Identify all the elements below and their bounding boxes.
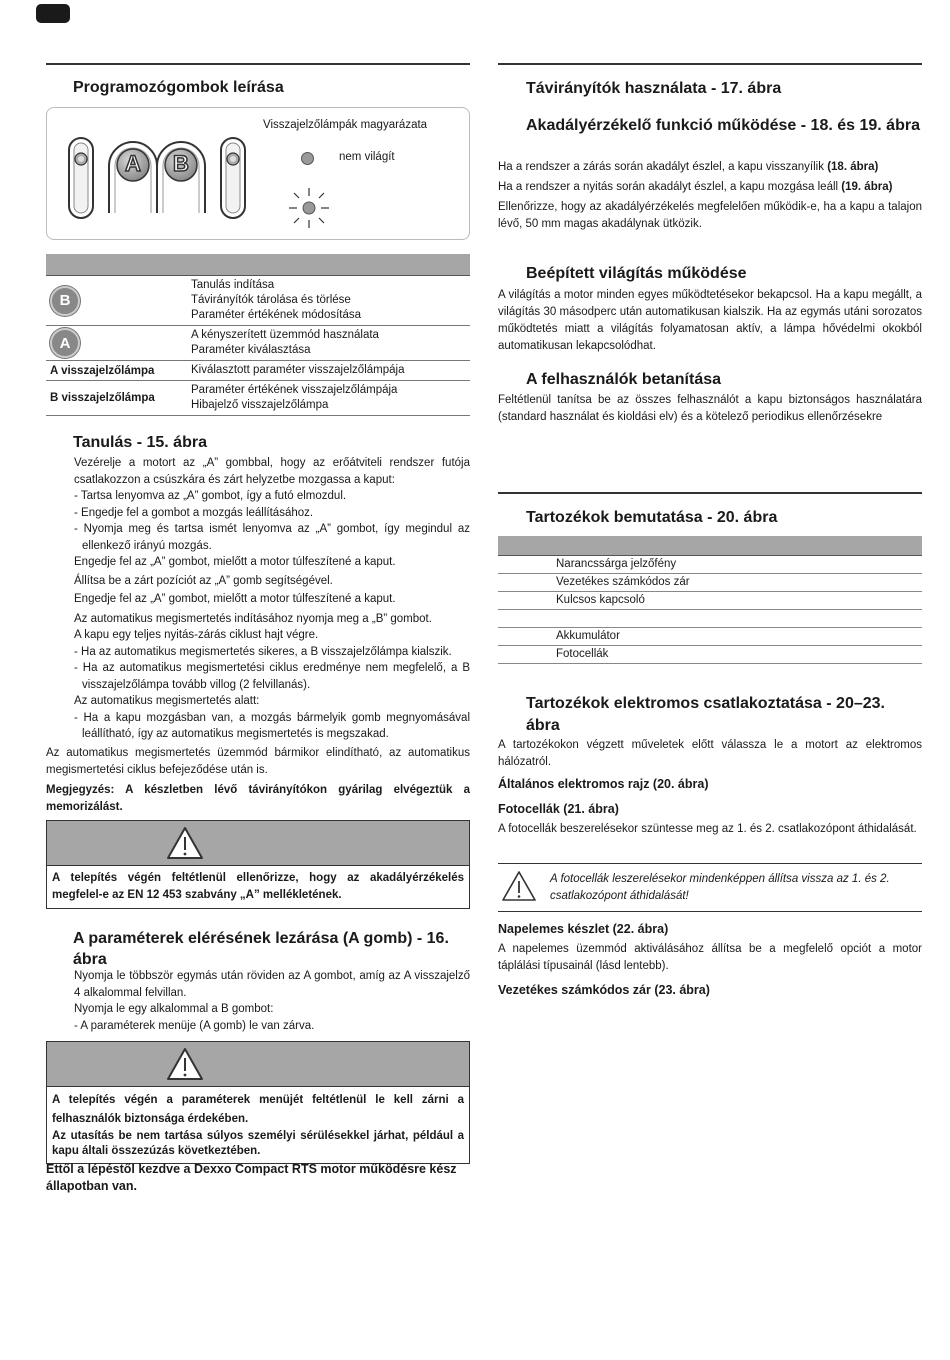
warning-box-obstacle-detection bbox=[46, 820, 470, 909]
accessory-row bbox=[498, 610, 922, 628]
led-blinking-icon bbox=[287, 186, 331, 230]
section-title-accessories: Tartozékok bemutatása - 20. ábra bbox=[526, 509, 778, 526]
section-title-lock-parameters: A paraméterek elérésének lezárása (A gomb) - 16. ábra bbox=[73, 930, 449, 968]
solar-kit-body: A napelemes üzemmód aktiválásához állítsa be a megfelelő opciót a motor táplálási típusainál (lásd lentebb). bbox=[498, 943, 922, 972]
programming-buttons-illustration bbox=[47, 108, 267, 239]
warning-box-lock-menu bbox=[46, 1041, 470, 1164]
photocells-title: Fotocellák (21. ábra) bbox=[498, 802, 619, 816]
learning-anytime-note: Az automatikus megismertetés üzemmód bármikor elindítható, az automatikus megismertetési ciklus befejeződése után is. bbox=[46, 747, 470, 776]
accessory-row: Fotocellák bbox=[498, 646, 922, 664]
table-row bbox=[46, 276, 470, 326]
button-b-label: B bbox=[173, 151, 189, 176]
lighting-body: A világítás a motor minden egyes működtetésekor bekapcsol. Ha a kapu megállt, a világítás 30 másodperc után automatikusan kialszik. Ha az egymás utáni sorozatos működtetés miatt a világítás folyamatosan aktív, a lámpa hővédelmi okokból automatikusan lekapcsolódhat. bbox=[498, 289, 922, 352]
user-training-body: Feltétlenül tanítsa be az összes felhasználót a kapu biztonságos használatára (standard használat és kioldási elv) és a kötelező periodikus ellenőrzésekre bbox=[498, 394, 922, 423]
warning-triangle-icon bbox=[166, 826, 204, 860]
warning-text-1: A telepítés végén feltétlenül ellenőrizze, hogy az akadályérzékelés megfelel-e az EN 12 453 szabvány „A” mellékletének. bbox=[47, 865, 469, 908]
learning-steps-list-3 bbox=[74, 710, 470, 743]
mid-rule-right bbox=[498, 492, 922, 494]
section-title-lighting: Beépített világítás működése bbox=[526, 265, 747, 282]
accessory-row: Kulcsos kapcsoló bbox=[498, 592, 922, 610]
legend-off-label: nem világít bbox=[339, 151, 395, 163]
section-title-learning: Tanulás - 15. ábra bbox=[73, 434, 207, 451]
general-wiring-title: Általános elektromos rajz (20. ábra) bbox=[498, 777, 709, 791]
list-item: - Tartsa lenyomva az „A” gombot, így a futó elmozdul. bbox=[74, 490, 347, 502]
list-item: - Ha a kapu mozgásban van, a mozgás bármelyik gomb megnyomásával leállítható, így az automatikus megismertetés is megszakad. bbox=[74, 711, 470, 740]
lock-steps-list bbox=[74, 1018, 470, 1035]
keypad-title: Vezetékes számkódos zár (23. ábra) bbox=[498, 983, 710, 997]
button-a-label: A bbox=[125, 151, 141, 176]
table-row-key: B visszajelzőlámpa bbox=[50, 392, 155, 404]
photocells-warning bbox=[498, 863, 922, 912]
table-row-value: Kiválasztott paraméter visszajelzőlámpája bbox=[191, 364, 405, 376]
list-item: - Ha az automatikus megismertetés sikeres, a B visszajelzőlámpa kialszik. bbox=[74, 645, 452, 658]
table-row bbox=[46, 361, 470, 381]
top-rule-right bbox=[498, 63, 922, 65]
solar-kit-title: Napelemes készlet (22. ábra) bbox=[498, 922, 669, 936]
learning-steps-list-1 bbox=[74, 488, 470, 554]
list-item: - Engedje fel a gombot a mozgás leállításához. bbox=[74, 506, 314, 519]
list-item: - A paraméterek menüje (A gomb) le van zárva. bbox=[74, 1019, 315, 1032]
page-tab-marker bbox=[36, 4, 70, 23]
table-row-value: Hibajelző visszajelzőlámpa bbox=[191, 399, 329, 411]
table-row-value: Távirányítók tárolása és törlése bbox=[191, 294, 351, 306]
table-row-value: A kényszerített üzemmód használata bbox=[191, 329, 379, 341]
electrical-body: A tartozékokon végzett műveletek előtt válassza le a motort az elektromos hálózatról. bbox=[498, 739, 922, 768]
learning-steps-list-2 bbox=[74, 644, 470, 694]
section-title-user-training: A felhasználók betanítása bbox=[526, 371, 722, 388]
table-row-key: A visszajelzőlámpa bbox=[50, 364, 155, 377]
table-row-value: Tanulás indítása bbox=[191, 279, 275, 291]
warning-text-2: A telepítés végén a paraméterek menüjét feltétlenül le kell zárni a felhasználók biztonsága érdekében. Az utasítás be nem tartása súlyos személyi sérülésekkel járhat, például a kapu általi összezúzás következtében. bbox=[47, 1086, 469, 1163]
accessory-row: Akkumulátor bbox=[498, 628, 922, 646]
button-b-icon: B bbox=[50, 286, 80, 316]
button-panel-figure bbox=[46, 107, 470, 240]
lock-parameters-body: Nyomja le többször egymás után röviden az A gombot, amíg az A visszajelző 4 alkalommal felvillan. Nyomja le egy alkalommal a B gombot: - A paraméterek menüje (A gomb) le van zárva. bbox=[74, 968, 470, 1034]
button-function-table bbox=[46, 254, 470, 416]
section-title-programming-buttons: Programozógombok leírása bbox=[73, 79, 284, 96]
section-title-electrical-connection: Tartozékok elektromos csatlakoztatása - 20–23. ábra bbox=[526, 695, 885, 734]
obstacle-body: Ha a rendszer a zárás során akadályt észlel, a kapu visszanyílik (18. ábra) Ha a rendszer a nyitás során akadályt észlel, a kapu mozgása leáll (19. ábra) Ellenőrizze, hogy az akadályérzékelés megfelelően működik-e, ha a kapu a talajon lévő, 50 mm magas akadálynak ütközik. bbox=[498, 161, 922, 230]
led-off-icon bbox=[301, 152, 314, 165]
list-item: - Ha az automatikus megismertetési ciklus eredménye nem megfelelő, a B visszajelzőlámpa tovább villog (2 felvillanás). bbox=[74, 662, 470, 691]
accessories-header-bar bbox=[498, 536, 922, 556]
accessory-row: Narancssárga jelzőfény bbox=[498, 556, 922, 574]
learning-body: Vezérelje a motort az „A” gombbal, hogy az erőátviteli rendszer futója csatlakozzon a csúszkára és zárt helyzetbe mozgassa a kaput: - Tartsa lenyomva az „A” gombot, így a futó elmozdul. - Engedje fel a gombot a mozgás leállításához. - Nyomja meg és tartsa ismét lenyomva az „A” gombot, így megindul az ellenkező irányú mozgás. Engedje fel az „A” gombot, mielőtt a motor túlfeszítené a kaput. Állítsa be a zárt pozíciót az „A” gomb segítségével. Engedje fel az „A” gombot, mielőtt a motor túlfeszítené a kaput. Az automatikus megismertetés indításához nyomja meg a „B” gombot. A kapu egy teljes nyitás-zárás ciklust hajt végre. - Ha az automatikus megismertetés sikeres, a B visszajelzőlámpa kialszik. - Ha az automatikus megismertetési ciklus eredménye nem megfelelő, a B visszajelzőlámpa tovább villog (2 felvillanás). Az automatikus megismertetés alatt: - Ha a kapu mozgásban van, a mozgás bármelyik gomb megnyomásával leállítható, így az automatikus megismertetés is megszakad. bbox=[74, 455, 470, 743]
table-row bbox=[46, 381, 470, 416]
photocells-body: A fotocellák beszerelésekor szüntesse meg az 1. és 2. csatlakozópont áthidalását. bbox=[498, 823, 917, 835]
list-item: - Nyomja meg és tartsa ismét lenyomva az „A” gombot, így megindul az ellenkező irányú mozgás. bbox=[74, 523, 470, 552]
top-rule-left bbox=[46, 63, 470, 65]
photocells-warning-text: A fotocellák leszerelésekor mindenképpen állítsa vissza az 1. és 2. csatlakozópont áthidalását! bbox=[550, 873, 890, 902]
ready-statement: Ettől a lépéstől kezdve a Dexxo Compact RTS motor működésre kész állapotban van. bbox=[46, 1162, 457, 1193]
accessory-row: Vezetékes számkódos zár bbox=[498, 574, 922, 592]
button-a-icon: A bbox=[50, 328, 80, 358]
table-row-value: Paraméter értékének visszajelzőlámpája bbox=[191, 384, 398, 396]
learning-remark: Megjegyzés: A készletben lévő távirányítókon gyárilag elvégeztük a memorizálást. bbox=[46, 784, 470, 813]
section-title-remote-use: Távirányítók használata - 17. ábra bbox=[526, 80, 782, 97]
warning-triangle-icon bbox=[501, 870, 537, 902]
warning-triangle-icon bbox=[166, 1047, 204, 1081]
table-header-bar bbox=[46, 254, 470, 276]
table-row-value: Paraméter kiválasztása bbox=[191, 344, 311, 356]
section-title-obstacle-detection: Akadályérzékelő funkció működése - 18. és 19. ábra bbox=[526, 117, 920, 134]
table-row bbox=[46, 326, 470, 361]
accessories-table bbox=[498, 536, 922, 664]
legend-title: Visszajelzőlámpák magyarázata bbox=[263, 119, 428, 131]
table-row-value: Paraméter értékének módosítása bbox=[191, 309, 362, 321]
